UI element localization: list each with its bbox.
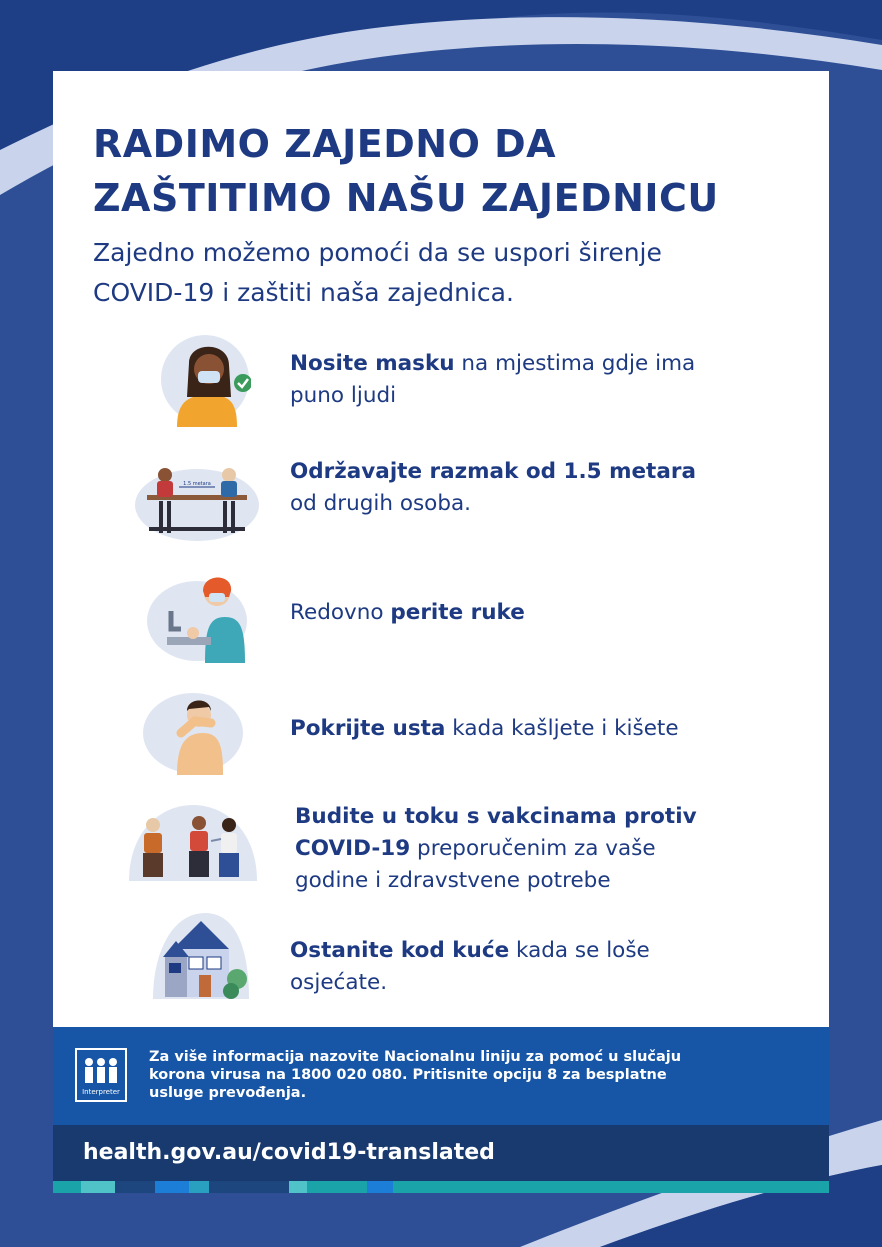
helpline-line-2: korona virusa na 1800 020 080. Pritisnite opciju 8 za besplatne [149,1067,667,1083]
home-text [290,935,650,999]
mask-icon [153,335,251,427]
helpline-text [149,1048,789,1102]
helpline-line-3: usluge prevođenja. [149,1085,307,1101]
subtitle-line-2: COVID-19 i zaštiti naša zajednica. [93,278,514,307]
home-text-rest: kada se loše [509,938,650,963]
helpline-line-1: Za više informacija nazovite Nacionalnu liniju za pomoć u slučaju [149,1049,682,1065]
distance-text [290,456,696,520]
distance-icon [135,461,259,541]
subtitle-line-1: Zajedno možemo pomoći da se uspori širenje [93,238,662,267]
page-title [93,117,813,225]
title-line-1: RADIMO ZAJEDNO DA [93,122,557,166]
mask-text [290,348,695,412]
poster-card [53,71,829,1027]
interpreter-label: Interpreter [82,1088,120,1096]
distance-text-line2: od drugih osoba. [290,491,471,516]
vaccine-text [295,801,697,897]
cough-icon [141,693,245,775]
mask-text-bold: Nosite masku [290,351,455,376]
website-link[interactable]: health.gov.au/covid19-translated [83,1140,495,1165]
interpreter-icon [75,1048,127,1102]
cough-text [290,713,679,745]
handwash-text-pre: Redovno [290,600,391,625]
cough-text-rest: kada kašljete i kišete [445,716,679,741]
vaccine-icon [129,803,257,881]
mask-text-rest: na mjestima gdje ima [454,351,696,376]
home-text-line2: osjećate. [290,970,388,995]
handwash-text-bold: perite ruke [390,600,525,625]
vaccine-text-bold2: COVID-19 [295,836,411,861]
url-bar [53,1125,829,1181]
handwash-icon [147,571,251,663]
vaccine-text-line3: godine i zdravstvene potrebe [295,868,611,893]
mask-text-line2: puno ljudi [290,383,397,408]
title-line-2: ZAŠTITIMO NAŠU ZAJEDNICU [93,176,719,220]
vaccine-text-bold1: Budite u toku s vakcinama protiv [295,804,697,829]
distance-text-bold: Održavajte razmak od 1.5 metara [290,459,696,484]
handwash-text [290,597,525,629]
interpreter-people-icon [77,1056,125,1086]
subtitle [93,233,793,313]
decorative-stripe [53,1181,829,1193]
home-text-bold: Ostanite kod kuće [290,938,510,963]
house-icon [153,911,249,999]
vaccine-text-rest: preporučenim za vaše [410,836,656,861]
helpline-footer [53,1027,829,1125]
distance-label: 1.5 metara [183,481,211,487]
cough-text-bold: Pokrijte usta [290,716,446,741]
